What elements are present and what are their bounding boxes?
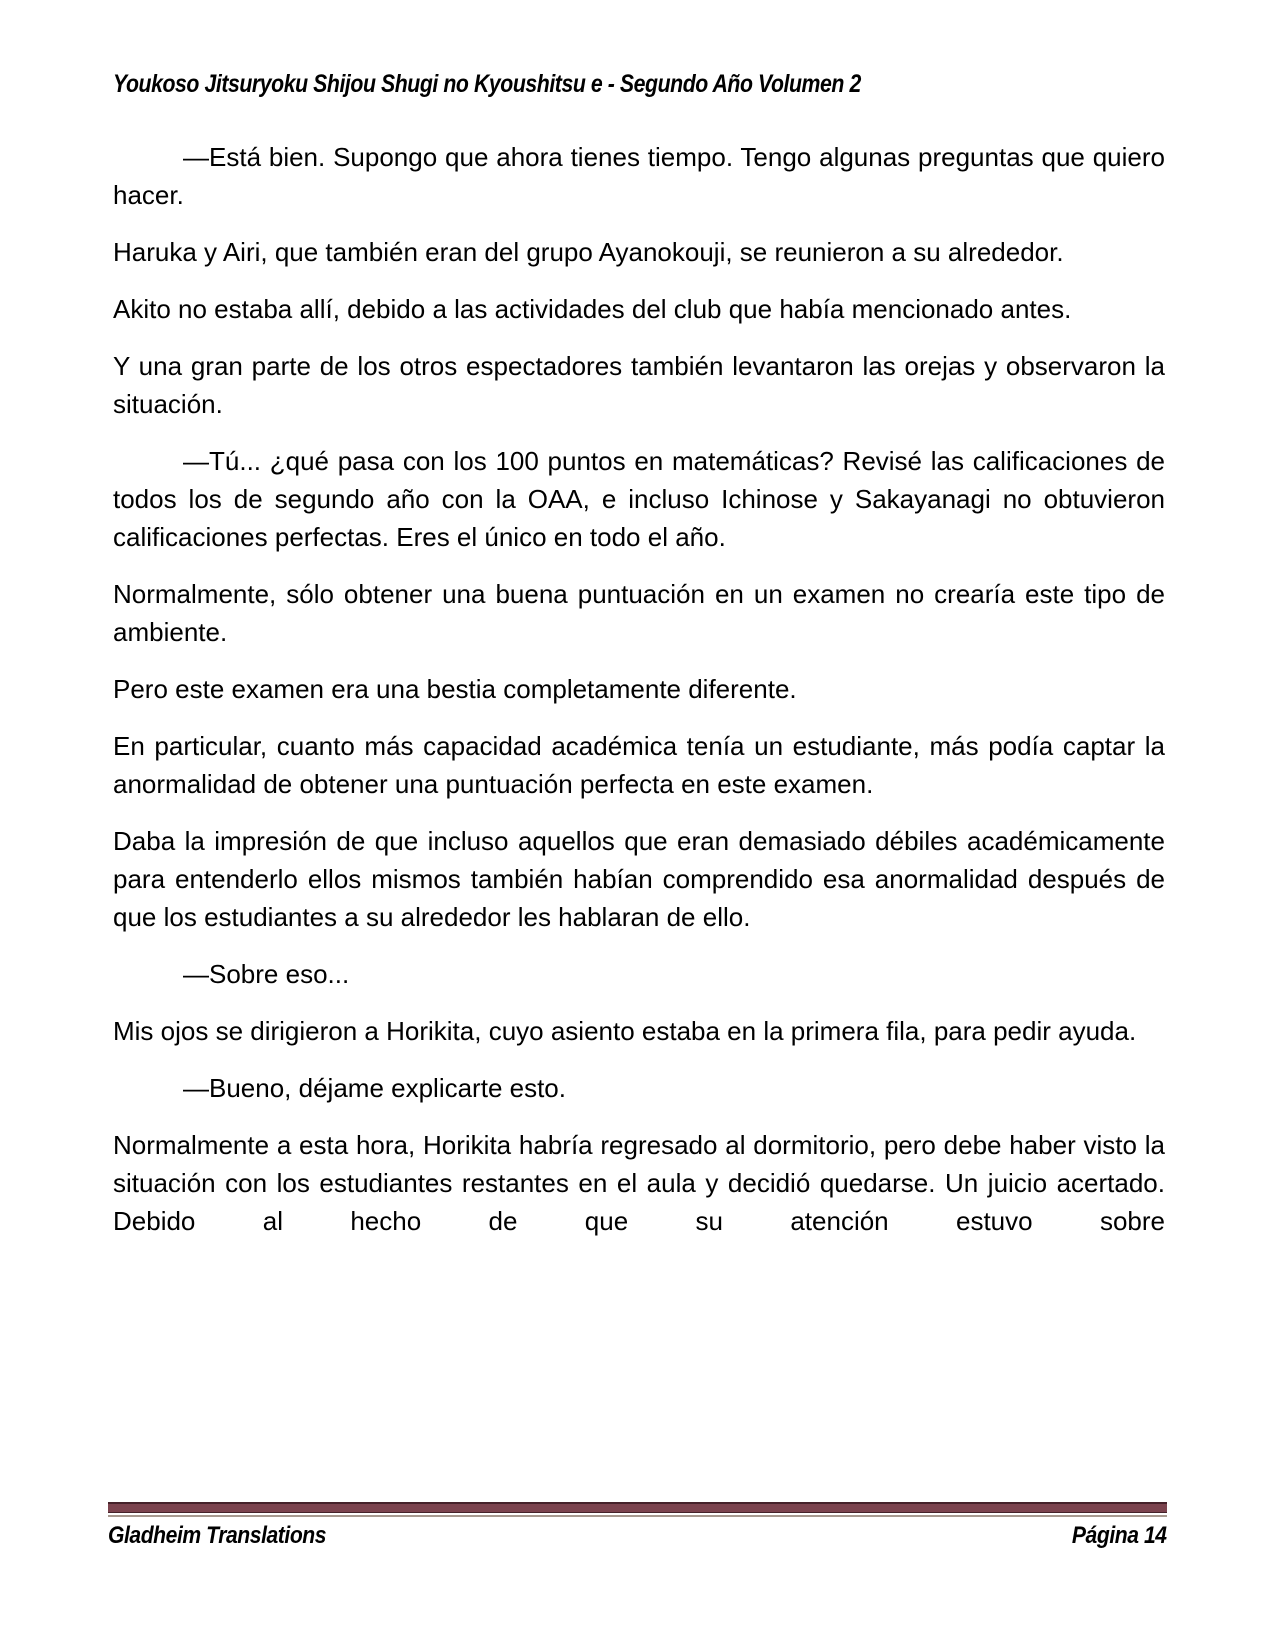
footer-row: [108, 1522, 1167, 1550]
paragraph: —Tú... ¿qué pasa con los 100 puntos en matemáticas? Revisé las calificaciones de todos los de segundo año con la OAA, e incluso Ichinose y Sakayanagi no obtuvieron calificaciones perfectas. Eres el único en todo el año.: [113, 446, 1165, 552]
paragraph: Akito no estaba allí, debido a las actividades del club que había mencionado antes.: [113, 294, 1072, 324]
page-title: Youkoso Jitsuryoku Shijou Shugi no Kyoushitsu e - Segundo Año Volumen 2: [113, 70, 861, 98]
footer-rule-light: [108, 1515, 1167, 1517]
page-footer: [108, 1502, 1167, 1550]
paragraph: Haruka y Airi, que también eran del grupo Ayanokouji, se reunieron a su alrededor.: [113, 237, 1064, 267]
footer-rule: [108, 1502, 1167, 1517]
paragraph: —Sobre eso...: [183, 959, 350, 989]
paragraph: En particular, cuanto más capacidad académica tenía un estudiante, más podía captar la anormalidad de obtener una puntuación perfecta en este examen.: [113, 731, 1165, 799]
footer-translator-name: Gladheim Translations: [108, 1522, 327, 1549]
page-body: [113, 138, 1165, 1259]
paragraph: Pero este examen era una bestia completamente diferente.: [113, 674, 797, 704]
paragraph: Normalmente a esta hora, Horikita habría regresado al dormitorio, pero debe haber visto la situación con los estudiantes restantes en el aula y decidió quedarse. Un juicio acertado. Debido al hecho de que su atención estuvo sobre: [113, 1130, 1165, 1236]
footer-rule-main: [108, 1504, 1167, 1512]
paragraph: —Bueno, déjame explicarte esto.: [183, 1073, 566, 1103]
paragraph: —Está bien. Supongo que ahora tienes tiempo. Tengo algunas preguntas que quiero hacer.: [113, 142, 1165, 210]
footer-page-number: Página 14: [1072, 1522, 1167, 1549]
paragraph: Y una gran parte de los otros espectadores también levantaron las orejas y observaron la situación.: [113, 351, 1165, 419]
paragraph: Mis ojos se dirigieron a Horikita, cuyo asiento estaba en la primera fila, para pedir ayuda.: [113, 1016, 1137, 1046]
paragraph: Normalmente, sólo obtener una buena puntuación en un examen no crearía este tipo de ambiente.: [113, 579, 1165, 647]
page-header: [113, 70, 993, 99]
paragraph: Daba la impresión de que incluso aquellos que eran demasiado débiles académicamente para entenderlo ellos mismos también habían comprendido esa anormalidad después de que los estudiantes a su alrededor les hablaran de ello.: [113, 826, 1165, 932]
